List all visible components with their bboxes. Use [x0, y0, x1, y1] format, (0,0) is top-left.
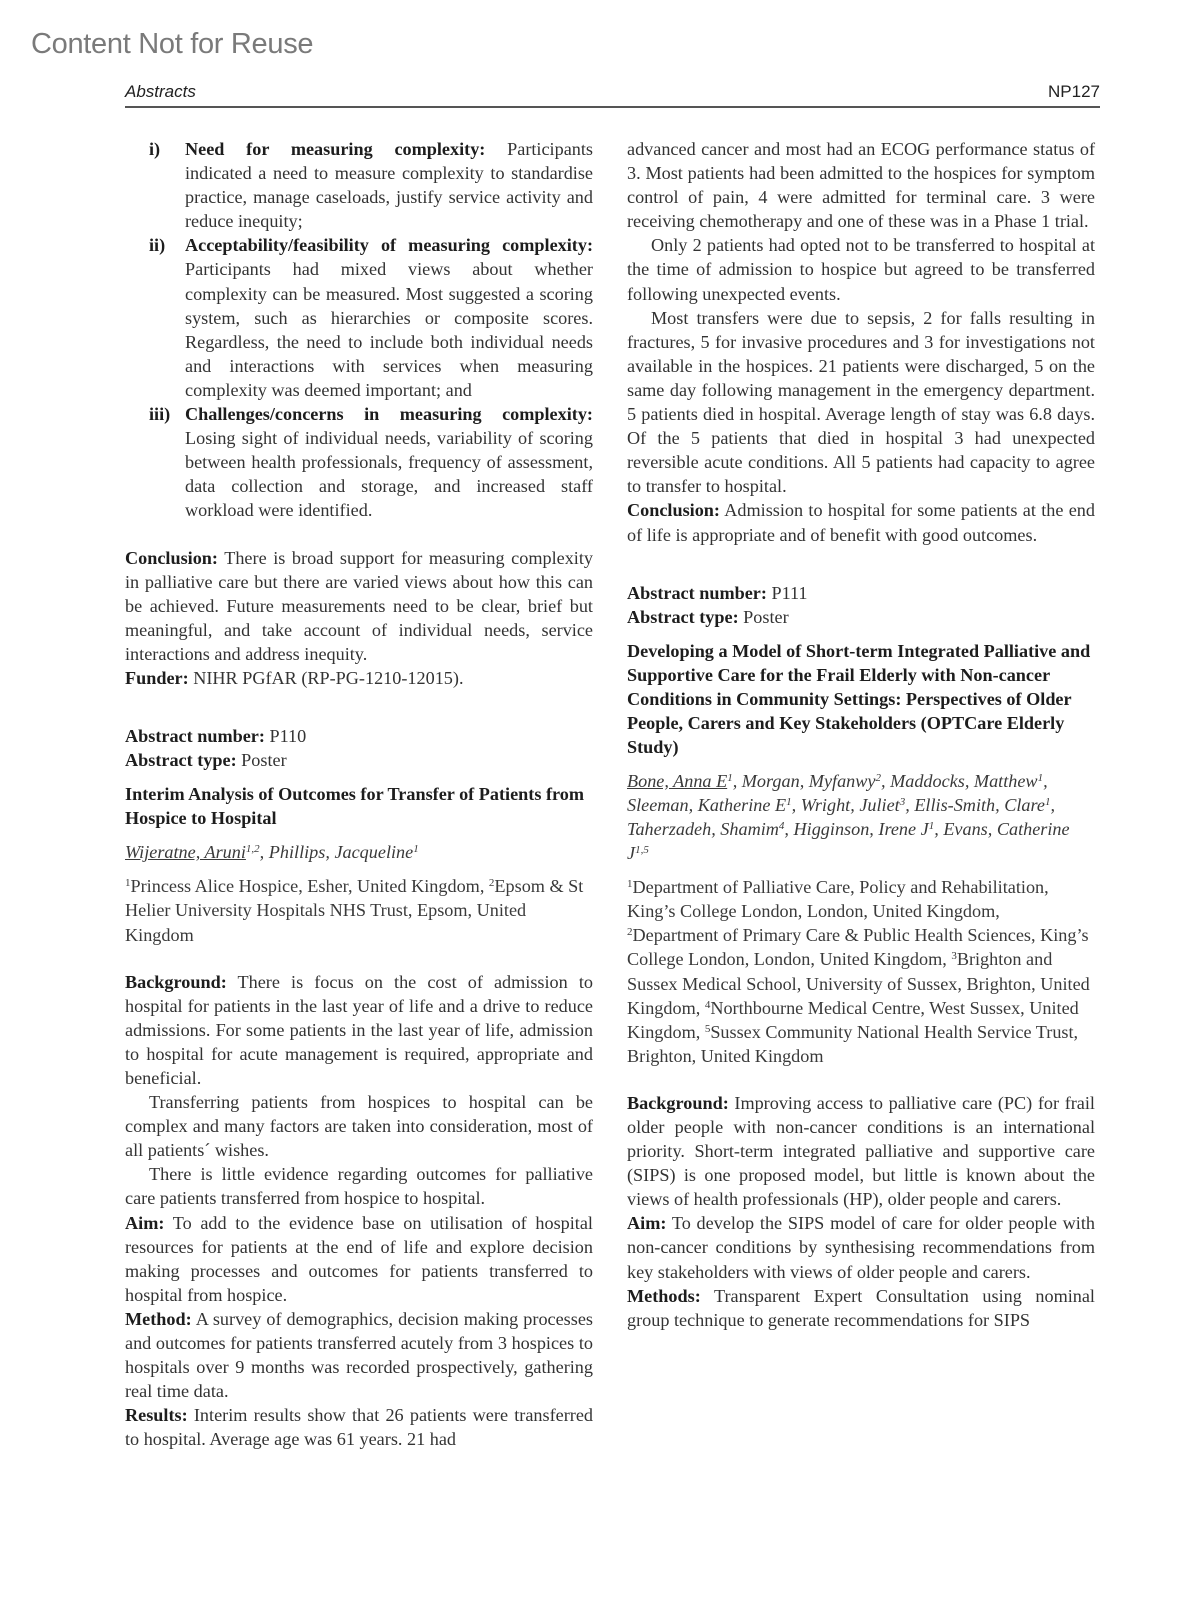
watermark: Content Not for Reuse: [31, 28, 314, 60]
results-paragraph-3: Most transfers were due to sepsis, 2 for falls resulting in fractures, 5 for invasive procedures and 3 for investigations not available in the hospices. 21 patients were discharged, 5 on the same day following management in the emergency department. 5 patients died in hospital. Average length of stay was 6.8 days. Of the 5 patients that died in hospital 3 had unexpected reversible acute conditions. All 5 patients had capacity to agree to transfer to hospital.: [627, 307, 1095, 497]
method-text: A survey of demographics, decision making processes and outcomes for patients transferred acutely from 3 hospices to hospitals over 9 months was recorded prospectively, gathering real time data.: [125, 1308, 593, 1402]
affiliation: Northbourne Medical Centre, West Sussex, United Kingdom,: [627, 997, 1079, 1042]
abstract-type: [125, 748, 593, 772]
abstract-number: [627, 581, 1095, 605]
author-sup: 1,5: [635, 844, 649, 857]
abstract-type-label: Abstract type:: [125, 750, 237, 771]
method-paragraph: [125, 1307, 593, 1403]
author-sup: 3: [899, 795, 906, 808]
author-name: , Ellis-Smith, Clare: [905, 794, 1045, 815]
funder-label: Funder:: [125, 667, 189, 688]
abstract-type-value: Poster: [738, 606, 789, 627]
author-sup: 1: [1037, 771, 1044, 784]
presenting-author: Wijeratne, Aruni: [125, 842, 246, 863]
author-sup: 1: [1045, 795, 1051, 808]
author-name: , Wright, Juliet: [791, 794, 900, 815]
abstract-number-label: Abstract number:: [125, 726, 265, 747]
background-paragraph: [627, 1091, 1095, 1211]
results-paragraph-2: Only 2 patients had opted not to be transferred to hospital at the time of admission to hospice but agreed to be transferred following unexpected events.: [627, 235, 1095, 304]
abstract-number-label: Abstract number:: [627, 582, 767, 603]
left-column: [125, 137, 593, 1452]
aim-label: Aim:: [125, 1212, 165, 1233]
abstract-p110: [125, 724, 593, 1451]
abstract-number: [125, 724, 593, 748]
author-sup: 1: [786, 795, 792, 808]
aim-paragraph: [125, 1211, 593, 1307]
list-item-label: Acceptability/feasibility of measuring complexity:: [185, 235, 593, 256]
affil-sup: 1: [627, 878, 633, 891]
affiliation: Department of Palliative Care, Policy and Rehabilitation, King’s College London, London, United Kingdom,: [627, 877, 1049, 922]
running-head: [125, 80, 1100, 108]
affiliation: Sussex Community National Health Service Trust, Brighton, United Kingdom: [627, 1021, 1079, 1066]
affil-sup: 2: [488, 877, 495, 890]
author-name: , Higginson, Irene J: [784, 818, 929, 839]
methods-text: Transparent Expert Consultation using nominal group technique to generate recommendations for SIPS: [627, 1285, 1095, 1330]
author-sup: 1: [928, 819, 935, 832]
list-item: [125, 233, 593, 402]
conclusion-label: Conclusion:: [627, 500, 720, 521]
methods-label: Methods:: [627, 1285, 701, 1306]
results-continued: advanced cancer and most had an ECOG performance status of 3. Most patients had been admitted to the hospices for symptom control of pain, 4 were admitted for terminal care. 3 were receiving chemotherapy and one of these was in a Phase 1 trial.: [627, 139, 1095, 232]
conclusion-text: There is broad support for measuring complexity in palliative care but there are varied views about how this can be achieved. Future measurements need to be clear, brief but meaningful, and take account of individual needs, service interactions and address inequity.: [125, 547, 593, 664]
conclusion-paragraph: [627, 498, 1095, 546]
background-paragraph: [125, 970, 593, 1090]
abstract-number-value: P110: [264, 726, 307, 747]
aim-label: Aim:: [627, 1213, 667, 1234]
author-list: [125, 840, 593, 864]
funder-text: NIHR PGfAR (RP-PG-1210-12015).: [188, 667, 464, 688]
abstract-p111: [627, 581, 1095, 1332]
affiliation: Epsom & St Helier University Hospitals NHS Trust, Epsom, United Kingdom: [125, 876, 584, 945]
affiliation: Department of Primary Care & Public Health Sciences, King’s College London, London, United Kingdom,: [627, 925, 1089, 970]
conclusion-text: Admission to hospital for some patients at the end of life is appropriate and of benefit with good outcomes.: [627, 500, 1095, 545]
author-name: , Phillips, Jacqueline: [259, 842, 414, 863]
affiliation: Princess Alice Hospice, Esher, United Kingdom,: [130, 876, 489, 897]
author-sup: 2: [875, 771, 881, 784]
methods-paragraph: [627, 1284, 1095, 1332]
abstract-title: Interim Analysis of Outcomes for Transfer of Patients from Hospice to Hospital: [125, 784, 585, 829]
results-label: Results:: [125, 1405, 188, 1426]
method-label: Method:: [125, 1308, 192, 1329]
affil-sup: 4: [704, 998, 711, 1011]
list-item-label: Need for measuring complexity:: [185, 139, 486, 159]
background-paragraph-3: There is little evidence regarding outcomes for palliative care patients transferred from hospice to hospital.: [125, 1164, 593, 1209]
abstract-number-value: P111: [766, 582, 808, 603]
list-number: ii): [149, 235, 166, 256]
author-name: , Taherzadeh, Shamim: [627, 794, 1056, 839]
findings-list: [125, 137, 593, 523]
presenting-author: Bone, Anna E: [627, 770, 728, 791]
author-name: , Evans, Catherine J: [627, 818, 1070, 864]
results-paragraph: [125, 1403, 593, 1451]
page-number: NP127: [1048, 82, 1100, 101]
list-number: i): [149, 139, 161, 159]
affil-sup: 2: [627, 926, 633, 939]
background-text: Improving access to palliative care (PC) for frail older people with non-cancer conditions is an international priority. Short-term integrated palliative and supportive care (SIPS) is one proposed model, but little is known about the views of health professionals (HP), older people and carers.: [627, 1092, 1095, 1210]
author-list: [627, 769, 1095, 865]
abstract-type: [627, 605, 1095, 629]
author-sup: 1: [413, 843, 419, 856]
results-text: Interim results show that 26 patients were transferred to hospital. Average age was 61 years. 21 had: [125, 1405, 593, 1450]
right-column: [627, 137, 1095, 1332]
list-item-text: Losing sight of individual needs, variability of scoring between health professionals, frequency of assessment, data collection and storage, and increased staff workload were identified.: [185, 428, 593, 521]
affiliations: [627, 875, 1095, 1068]
author-name: , Sleeman, Katherine E: [627, 770, 1048, 815]
aim-paragraph: [627, 1211, 1095, 1283]
author-name: , Morgan, Myfanwy: [732, 770, 876, 791]
background-label: Background:: [627, 1092, 729, 1113]
section-title: Abstracts: [125, 82, 196, 101]
abstract-type-label: Abstract type:: [627, 606, 739, 627]
background-label: Background:: [125, 971, 227, 992]
abstract-type-value: Poster: [236, 750, 287, 771]
affiliation: Brighton and Sussex Medical School, University of Sussex, Brighton, United Kingdom,: [627, 949, 1090, 1018]
author-sup: 1,2: [245, 843, 260, 856]
list-item-text: Participants indicated a need to measure complexity to standardise practice, manage caseloads, justify service activity and reduce inequity;: [185, 139, 593, 232]
list-item: [125, 137, 593, 233]
aim-text: To add to the evidence base on utilisation of hospital resources for patients at the end of life and explore decision making processes and outcomes for patients transferred to hospital from hospice.: [125, 1212, 593, 1305]
affil-sup: 1: [125, 877, 131, 890]
list-number: iii): [149, 404, 171, 425]
conclusion-paragraph: [125, 546, 593, 666]
list-item-label: Challenges/concerns in measuring complexity:: [185, 404, 593, 425]
author-name: , Maddocks, Matthew: [880, 770, 1038, 791]
aim-text: To develop the SIPS model of care for older people with non-cancer conditions by synthesising recommendations from key stakeholders with views of older people and carers.: [627, 1213, 1095, 1282]
background-text: There is focus on the cost of admission to hospital for patients in the last year of life and a drive to reduce admissions. For some patients in the last year of life, admission to hospital for acute management is required, appropriate and beneficial.: [125, 971, 593, 1088]
background-paragraph-2: Transferring patients from hospices to hospital can be complex and many factors are taken into consideration, most of all patients´ wishes.: [125, 1092, 593, 1161]
funder-paragraph: [125, 666, 593, 690]
conclusion-label: Conclusion:: [125, 547, 218, 568]
list-item: [125, 402, 593, 522]
affil-sup: 3: [951, 950, 957, 963]
list-item-text: Participants had mixed views about whether complexity can be measured. Most suggested a scoring system, such as hierarchies or composite scores. Regardless, the need to include both individual needs and interactions with services when measuring complexity was deemed important; and: [185, 259, 593, 400]
abstract-title: Developing a Model of Short-term Integrated Palliative and Supportive Care for the Frail Elderly with Non-cancer Conditions in Community Settings: Perspectives of Older People, Carers and Key Stakeholders (OPTCare Elderly Study): [627, 640, 1091, 757]
author-sup: 4: [778, 819, 785, 832]
affiliations: [125, 874, 593, 946]
affil-sup: 5: [704, 1022, 711, 1035]
author-sup: 1: [727, 771, 733, 784]
